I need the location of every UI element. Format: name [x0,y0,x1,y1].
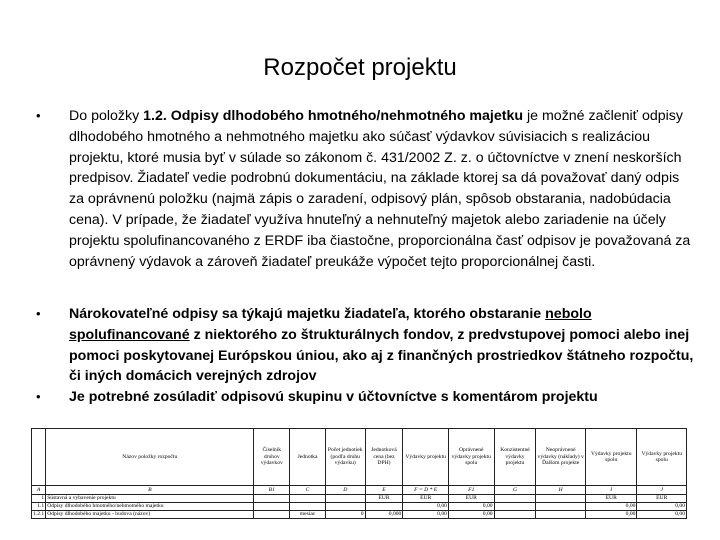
bullet-item [36,304,696,387]
header-cell: Výdavky projektu [403,429,449,486]
letter-cell: A [32,486,46,495]
cell [536,511,586,519]
header-cell: Názov položky rozpočtu [46,429,254,486]
row-count [325,495,365,503]
cell [494,511,536,519]
row-unit [290,503,326,511]
header-cell [32,429,46,486]
bullet-list [36,106,696,408]
slide-title: Rozpočet projektu [263,54,457,81]
row-price [365,503,403,511]
row-code: 1.1 [32,503,46,511]
row-total: 0,00 [403,503,449,511]
row-count: 0 [325,511,365,519]
header-cell: Výdavky projektu spolu [586,429,637,486]
row-j: 0,00 [637,511,687,519]
header-cell: Jednotka [290,429,326,486]
letter-cell: C [290,486,326,495]
cell [494,495,536,503]
row-unit: mesiac [290,511,326,519]
letter-cell: B1 [254,486,290,495]
letter-cell: E [365,486,403,495]
row-total: 0,00 [403,511,449,519]
bullet-marker: • [36,108,41,123]
cell [536,503,586,511]
header-cell: Konzistentné výdavky projektu [494,429,536,486]
letter-cell: G [494,486,536,495]
row-j: 0,00 [637,503,687,511]
bullet-1-text: Do položky 1.2. Odpisy dlhodobého hmotného/nehmotného majetku je možné začleniť odpisy dlhodobého hmotného a nehmotného majetku ako súčasť výdavkov súvisiacich s realizáciou projektu, ktoré musia byť v súlade so zákonom č. 431/2002 Z. z. o účtovníctve v znení neskorších predpisov. Žiadateľ vedie podrobnú dokumentáciu, na základe ktorej sa dá považovať daný odpis za oprávnenú položku (najmä zápis o zaradení, odpisový plán, spôsob obstarania, nadobúdacia cena). V prípade, že žiadateľ využíva hnuteľný a nehnuteľný majetok alebo zariadenie na účely projektu spolufinancovaného z ERDF iba čiastočne, proporcionálna časť odpisov je považovaná za oprávnený výdavok a zároveň žiadateľ preukáže výpočet tejto proporcionálnej časti. [69,108,691,270]
bullet-item [36,387,696,408]
header-cell: Výdavky projektu spolu [637,429,687,486]
row-name: Odpisy dlhodobého majetku - budova (názov) [46,511,254,519]
row-total-unit: EUR [403,495,449,503]
letter-cell: F1 [448,486,494,495]
row-j-unit: EUR [637,495,687,503]
budget-table [31,428,687,519]
letter-cell: I [586,486,637,495]
table-row [32,511,687,519]
row-f1: 0,00 [448,511,494,519]
row-f1: 0,00 [448,503,494,511]
bullet-3-text: Je potrebné zosúladiť odpisovú skupinu v účtovníctve s komentárom projektu [69,389,598,405]
row-name: Sústavná a vybavenie projektu [46,495,254,503]
row-name: Odpisy dlhodobého hmotného/nehmotného majetku [46,503,254,511]
row-code: 1 [32,495,46,503]
row-price: 0,000 [365,511,403,519]
cell [254,511,290,519]
row-code: 1.2.1 [33,511,45,518]
row-count [325,503,365,511]
header-cell: Oprávnené výdavky projektu spolu [448,429,494,486]
bullet-marker: • [36,306,41,321]
table-letter-row [32,486,687,495]
table-row [32,495,687,503]
table-header-row [32,429,687,486]
letter-cell: B [46,486,254,495]
letter-cell: F = D * E [403,486,449,495]
bullet-marker: • [36,389,41,404]
letter-cell: D [325,486,365,495]
cell [254,495,290,503]
bullet-item [36,106,696,304]
row-unit [290,495,326,503]
header-cell: Počet jednotiek (podľa druhu výdavku) [325,429,365,486]
table-row [32,503,687,511]
bullet-2-text: Nárokovateľné odpisy sa týkajú majetku žiadateľa, ktorého obstaranie nebolo spolufinancované z niektorého zo štrukturálnych fondov, z predvstupovej pomoci alebo inej pomoci poskytovanej Európskou úniou, ako aj z finančných prostriedkov štátneho rozpočtu, či iných domácich verejných zdrojov [69,306,694,385]
row-i: 0,00 [586,503,637,511]
header-cell: Neoprávnené výdavky (náklady) v Ďalšom projekte [536,429,586,486]
row-i-unit: EUR [586,495,637,503]
header-cell: Jednotková cena (bez DPH) [365,429,403,486]
letter-cell: H [536,486,586,495]
header-cell: Číselník druhov výdavkov [254,429,290,486]
cell [494,503,536,511]
cell [536,495,586,503]
cell [254,503,290,511]
row-f1-unit: EUR [448,495,494,503]
row-i: 0,00 [586,511,637,519]
row-price-unit: EUR [365,495,403,503]
letter-cell: J [637,486,687,495]
